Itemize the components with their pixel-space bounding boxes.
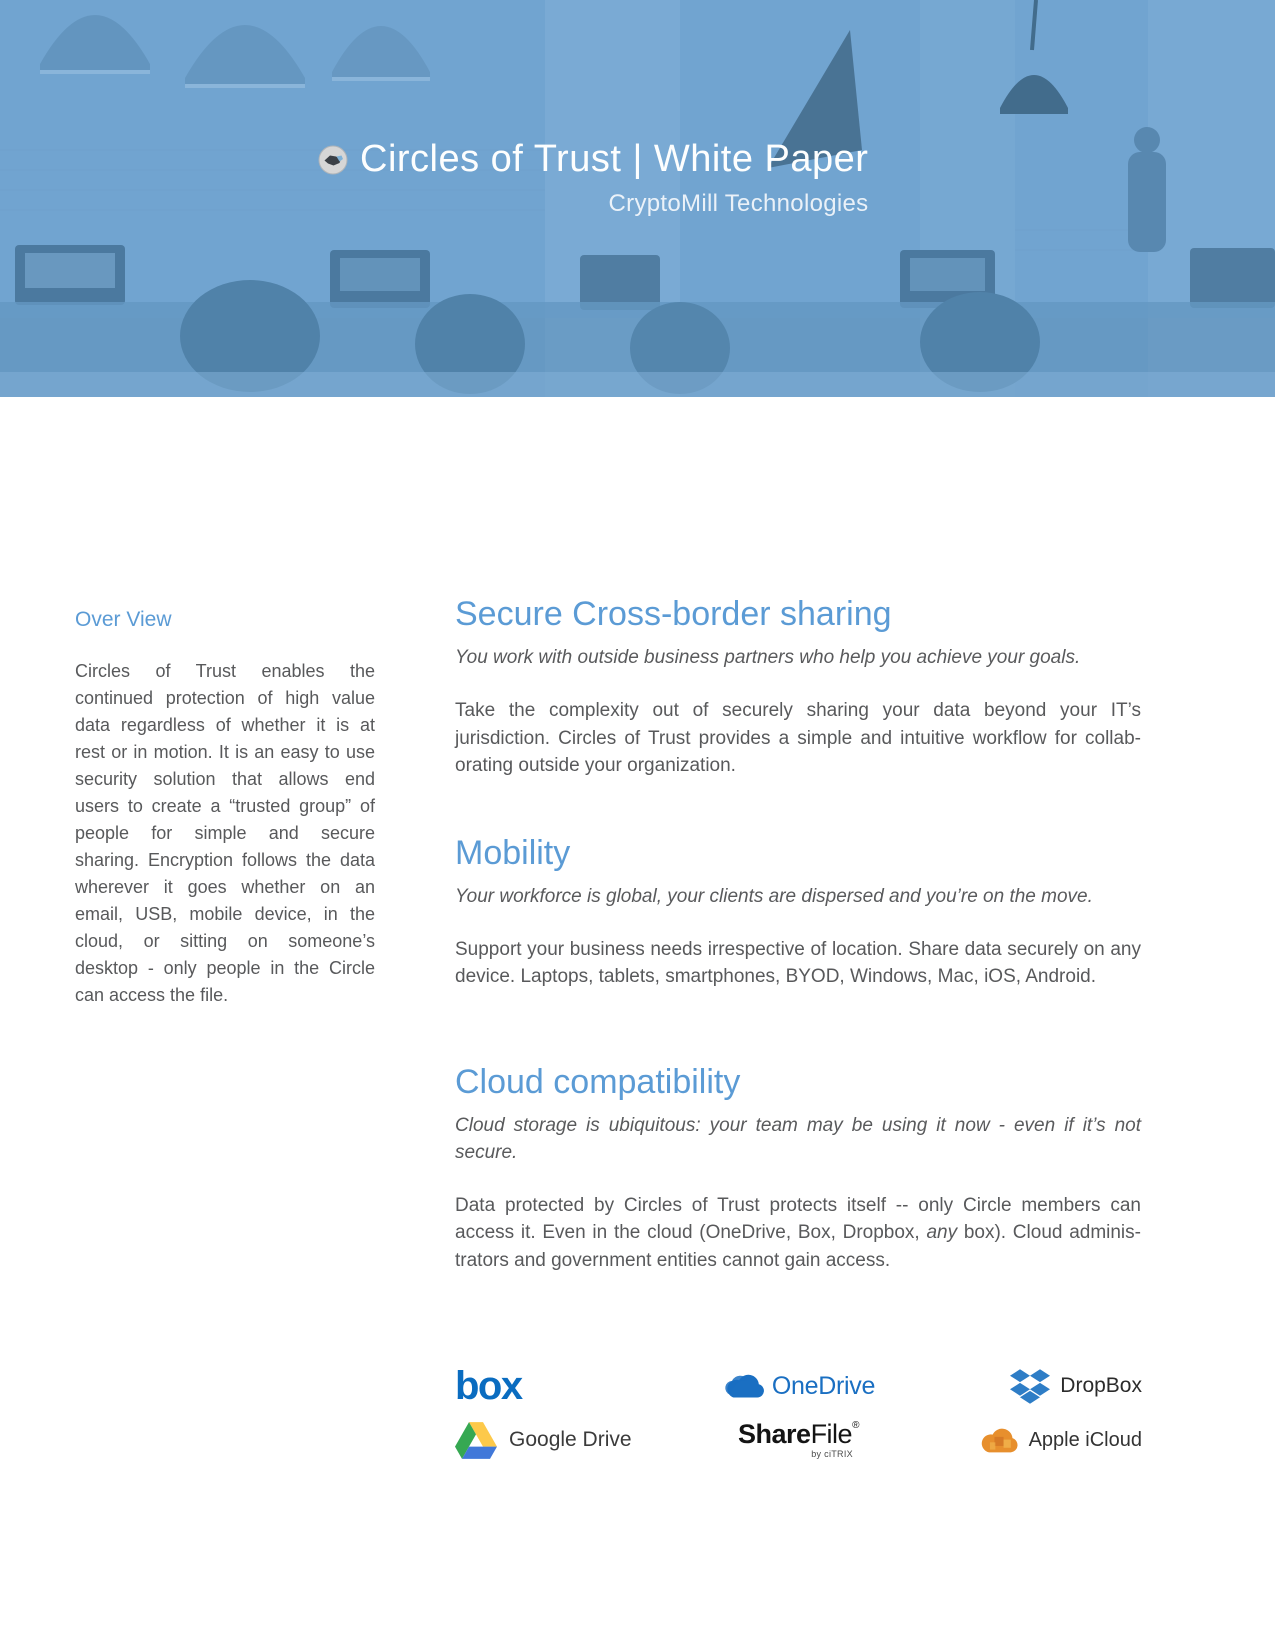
body-text-italic: any [926,1222,958,1244]
registered-mark: ® [852,1420,859,1431]
logo-apple-icloud [915,1427,1142,1454]
dropbox-label: DropBox [1060,1374,1142,1397]
overview-heading: Over View [75,608,172,631]
logo-dropbox [915,1368,1142,1405]
google-drive-icon [455,1422,497,1459]
handshake-logo-icon [318,145,348,175]
logo-onedrive [682,1372,916,1401]
sharefile-wordmark [738,1421,859,1459]
sharefile-bold-text: Share [738,1419,811,1449]
logo-row [455,1362,1142,1410]
google-drive-label: Google Drive [509,1428,632,1451]
logo-row [455,1416,1142,1464]
logo-google-drive [455,1422,682,1459]
section-cloud-compatibility [455,1063,1141,1275]
box-wordmark: box [455,1364,522,1408]
body-text: Data protected by Circles of Trust protects itself -- only Circle members can access it. Even in the cloud (OneDrive, Box, Dropbox, [455,1194,1141,1244]
company-name: CryptoMill Technologies [608,190,869,217]
sharefile-by-citrix: by ciTRIX [811,1449,853,1459]
icloud-cloud-icon [979,1427,1019,1454]
section-mobility [455,834,1141,991]
section-body [455,1192,1141,1275]
section-tagline: Cloud storage is ubiquitous: your team may be using it now - even if it’s not secure. [455,1114,1141,1163]
sharefile-regular-text: File [810,1419,853,1449]
overview-paragraph: Circles of Trust enables the continued protection of high value data regardless of whether it is at rest or in motion. It is an easy to use security solution that allows end users to create a “trusted group” of people for simple and secure sharing. Encryption follows the data wherever it goes whether on an email, USB, mobile device, in the cloud, or sitting on someone’s desktop - only people in the Circle can access the file. [75,661,375,1005]
logo-sharefile [682,1421,916,1459]
icloud-label: Apple iCloud [1028,1428,1142,1451]
dropbox-icon [1010,1368,1050,1405]
onedrive-cloud-icon [722,1373,764,1399]
document-title: Circles of Trust | White Paper [360,138,869,180]
section-tagline: Your workforce is global, your clients are dispersed and you’re on the move. [455,885,1093,907]
section-heading: Cloud compatibility [455,1062,741,1101]
cloud-logos-grid [455,1362,1142,1464]
section-body: Support your business needs irrespective of location. Share data securely on any device. Laptops, tablets, smartphones, BYOD, Windows, Mac, iOS, Android. [455,938,1141,988]
onedrive-label: OneDrive [771,1371,876,1400]
logo-box [455,1366,682,1406]
title-block [318,138,868,218]
section-tagline: You work with outside business partners who help you achieve your goals. [455,647,1081,669]
section-body: Take the complexity out of securely sharing your data beyond your IT’s jurisdiction. Circles of Trust provides a simple and intuitive workflow for collaborating outside your organization. [455,700,1141,777]
section-heading: Mobility [455,833,571,872]
main-content [455,595,1141,1274]
section-heading: Secure Cross-border sharing [455,595,892,633]
body-text: box). Cloud administrators and government entities cannot gain access. [455,1222,1141,1271]
overview-sidebar [75,608,375,1009]
section-secure-cross-border-sharing [455,595,1141,780]
header-banner [0,0,1275,397]
